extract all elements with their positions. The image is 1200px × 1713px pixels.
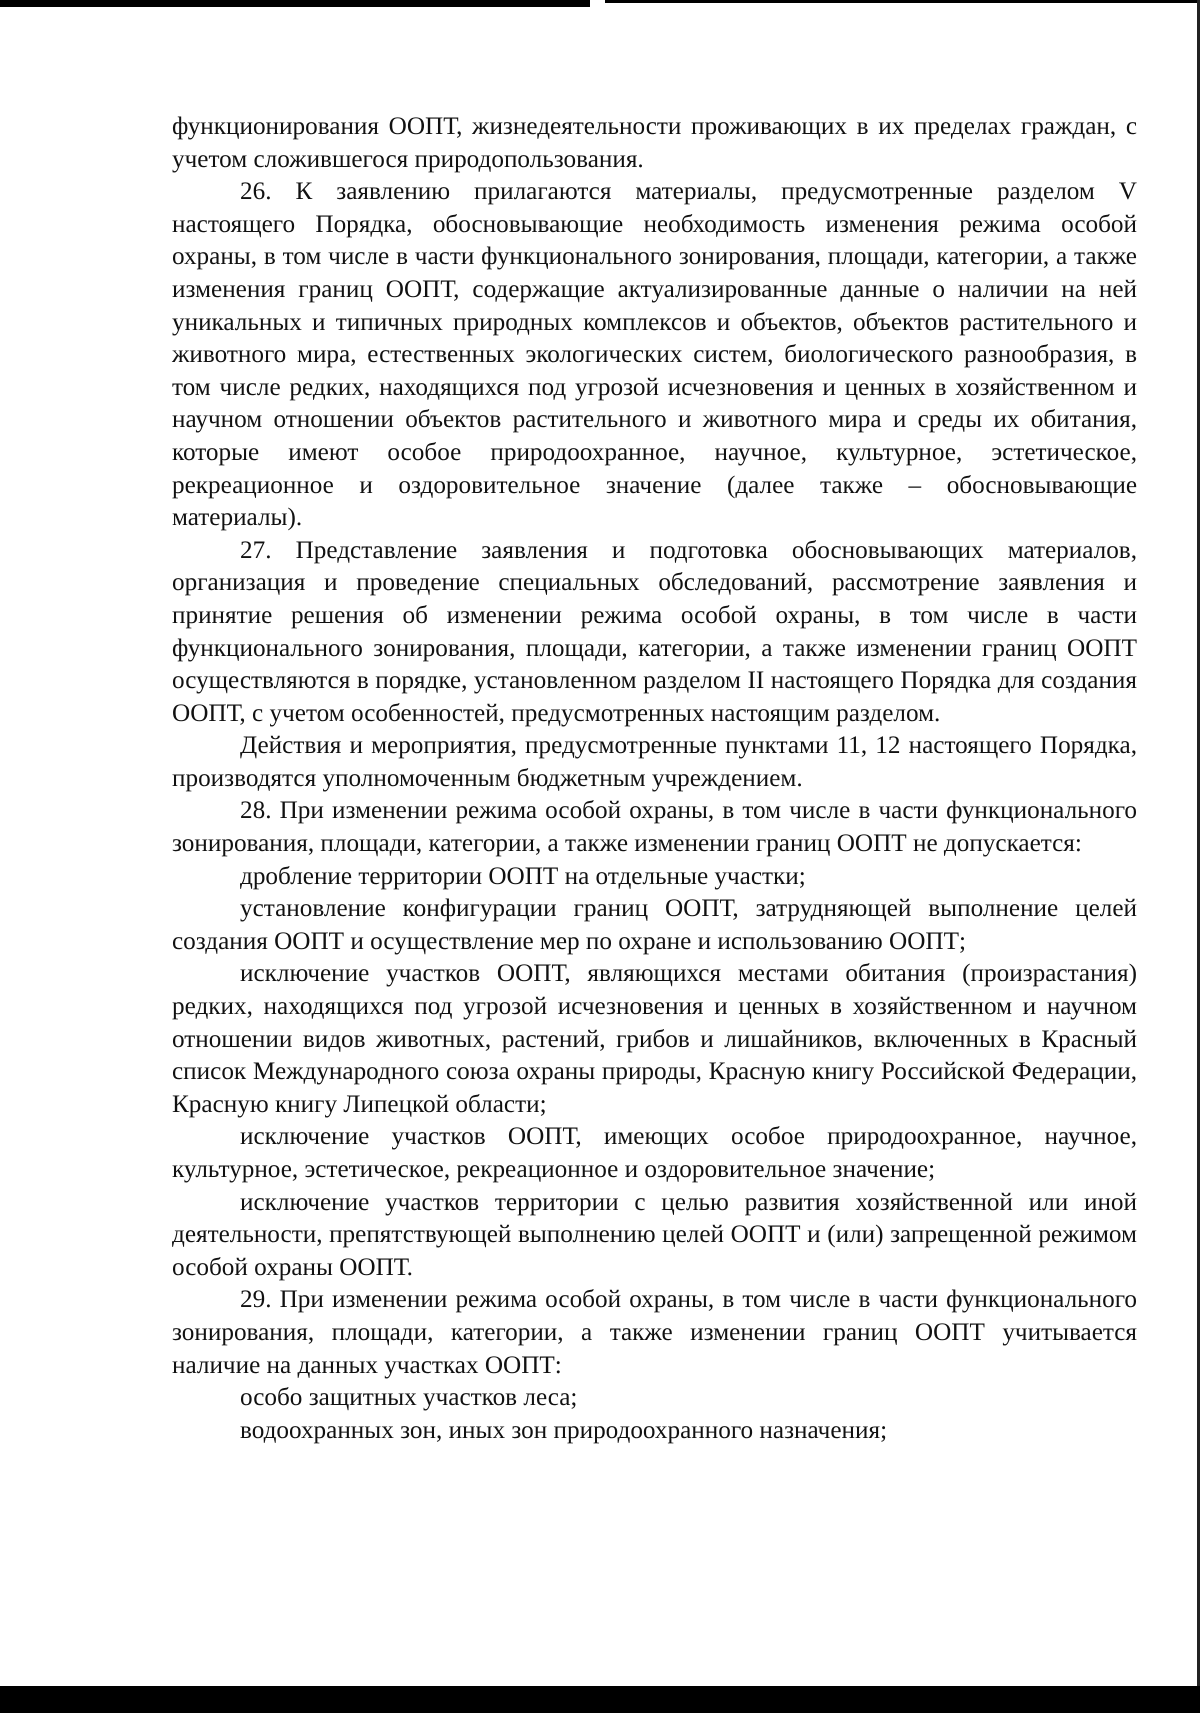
paragraph-item-26: 26. К заявлению прилагаются материалы, предусмотренные разделом V настоящего Порядка, обосновывающие необходимость изменения режима особой охраны, в том числе в части функционального зонирования, площади, категории, а также изменения границ ООПТ, содержащие актуализированные данные о наличии на ней уникальных и типичных природных комплексов и объектов, объектов растительного и животного мира, естественных экологических систем, биологического разнообразия, в том числе редких, находящихся под угрозой исчезновения и ценных в хозяйственном и научном отношении объектов растительного и животного мира и среды их обитания, которые имеют особое природоохранное, научное, культурное, эстетическое, рекреационное и оздоровительное значение (далее также – обосновывающие материалы).: [172, 178, 1137, 532]
scan-border-top-left: [0, 0, 590, 7]
list-item-exclusion-habitats: исключение участков ООПТ, являющихся местами обитания (произрастания) редких, находящихся под угрозой исчезновения и ценных в хозяйственном и научном отношении видов животных, растений, грибов и лишайников, включенных в Красный список Международного союза охраны природы, Красную книгу Российской Федерации, Красную книгу Липецкой области;: [172, 960, 1137, 1118]
list-item-exclusion-economic: исключение участков территории с целью развития хозяйственной или иной деятельности, препятствующей выполнению целей ООПТ и (или) запрещенной режимом особой охраны ООПТ.: [172, 1188, 1137, 1281]
list-item-exclusion-special-value: исключение участков ООПТ, имеющих особое природоохранное, научное, культурное, эстетическое, рекреационное и оздоровительное значение;: [172, 1123, 1137, 1183]
paragraph-item-29: 29. При изменении режима особой охраны, в том числе в части функционального зонирования, площади, категории, а также изменении границ ООПТ учитывается наличие на данных участках ООПТ:: [172, 1286, 1137, 1379]
paragraph-continuation: функционирования ООПТ, жизнедеятельности проживающих в их пределах граждан, с учетом сложившегося природопользования.: [172, 113, 1137, 173]
scan-border-top-right: [605, 0, 1200, 3]
list-item-water-protection-zones: водоохранных зон, иных зон природоохранного назначения;: [240, 1416, 888, 1444]
paragraph-item-27-actions: Действия и мероприятия, предусмотренные пунктами 11, 12 настоящего Порядка, производятся уполномоченным бюджетным учреждением.: [172, 732, 1137, 792]
scan-border-bottom: [0, 1686, 1200, 1713]
document-page: [172, 111, 1137, 1447]
paragraph-item-28: 28. При изменении режима особой охраны, в том числе в части функционального зонирования, площади, категории, а также изменении границ ООПТ не допускается:: [172, 797, 1137, 858]
list-item-fragmentation: дробление территории ООПТ на отдельные участки;: [240, 862, 806, 890]
paragraph-item-27: 27. Представление заявления и подготовка обосновывающих материалов, организация и проведение специальных обследований, рассмотрение заявления и принятие решения об изменении режима особой охраны, в том числе в части функционального зонирования, площади, категории, а также изменении границ ООПТ осуществляются в порядке, установленном разделом II настоящего Порядка для создания ООПТ, с учетом особенностей, предусмотренных настоящим разделом.: [172, 536, 1137, 727]
list-item-forest-plots: особо защитных участков леса;: [240, 1384, 578, 1412]
list-item-boundary-configuration: установление конфигурации границ ООПТ, затрудняющей выполнение целей создания ООПТ и осуществление мер по охране и использованию ООПТ;: [172, 895, 1137, 955]
